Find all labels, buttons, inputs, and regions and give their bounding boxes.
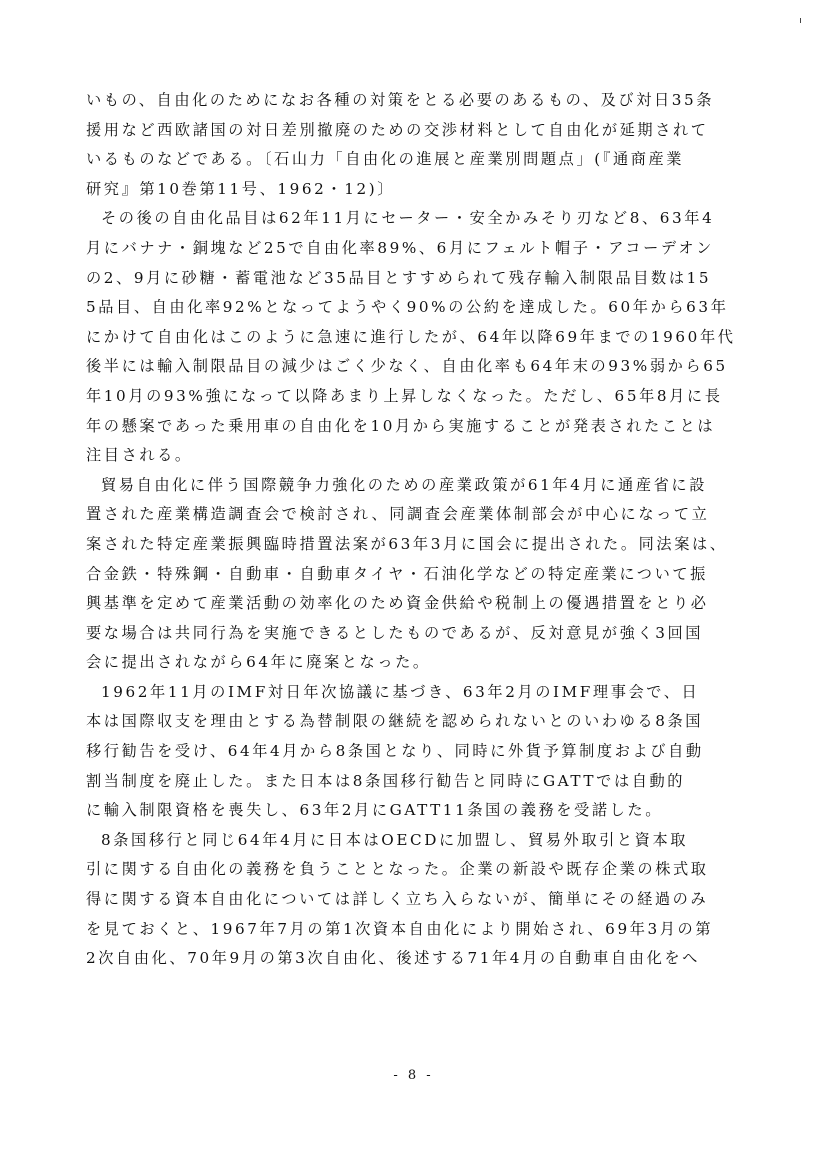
text-line: を見ておくと、1967年7月の第1次資本自由化により開始され、69年3月の第 [86, 919, 714, 938]
text-line: 本は国際収支を理由とする為替制限の継続を認められないとのいわゆる8条国 [86, 712, 704, 731]
text-line: 要な場合は共同行為を実施できるとしたものであるが、反対意見が強く3回国 [86, 623, 704, 642]
text-line: 引に関する自由化の義務を負うこととなった。企業の新設や既存企業の株式取 [86, 860, 709, 879]
text-line: 置された産業構造調査会で検討され、同調査会産業体制部会が中心になって立 [86, 505, 710, 524]
text-line: いもの、自由化のためになお各種の対策をとる必要のあるもの、及び対日35条 [86, 91, 715, 109]
text-line: 年10月の93%強になって以降あまり上昇しなくなった。ただし、65年8月に長 [86, 386, 723, 405]
text-line: 2次自由化、70年9月の第3次自由化、後述する71年4月の自動車自由化をへ [86, 949, 700, 968]
text-line: に輸入制限資格を喪失し、63年2月にGATT11条国の義務を受諾した。 [86, 801, 663, 820]
page-number: - 8 - [393, 1068, 434, 1083]
text-line: 案された特定産業振興臨時措置法案が63年3月に国会に提出された。同法案は、 [86, 534, 728, 553]
paragraph-4 [86, 678, 766, 826]
text-line: いるものなどである。〔石山力「自由化の進展と産業別問題点」(『通商産業 [86, 150, 685, 169]
text-line: 会に提出されながら64年に廃案となった。 [86, 653, 431, 672]
text-line: その後の自由化品目は62年11月にセーター・安全かみそり刃など8、63年4 [101, 209, 715, 228]
text-line: 後半には輸入制限品目の減少はごく少なく、自由化率も64年末の93%弱から65 [86, 357, 728, 376]
text-line: 月にバナナ・銅塊など25で自由化率89%、6月にフェルト帽子・アコーデオン [86, 238, 714, 257]
text-line: 5品目、自由化率92%となってようやく90%の公約を達成した。60年から63年 [86, 298, 729, 317]
text-line: 興基準を定めて産業活動の効率化のため資金供給や税制上の優遇措置をとり必 [86, 594, 709, 613]
paragraph-1 [86, 86, 766, 204]
scan-mark [800, 18, 801, 23]
text-line: 得に関する資本自由化については詳しく立ち入らないが、簡単にその経過のみ [86, 890, 709, 909]
text-line: 移行勧告を受け、64年4月から8条国となり、同時に外貨予算制度および自動 [86, 742, 704, 761]
text-line: の2、9月に砂糖・蓄電池など35品目とすすめられて残存輸入制限品目数は15 [86, 268, 712, 287]
text-line: にかけて自由化はこのように急速に進行したが、64年以降69年までの1960年代 [86, 327, 736, 346]
text-line: 年の懸案であった乗用車の自由化を10月から実施することが発表されたことは [86, 416, 716, 435]
text-line: 合金鉄・特殊鋼・自動車・自動車タイヤ・石油化学などの特定産業について振 [86, 564, 708, 583]
text-line: 8条国移行と同じ64年4月に日本はOECDに加盟し、貿易外取引と資本取 [101, 830, 689, 849]
text-line: 貿易自由化に伴う国際競争力強化のための産業政策が61年4月に通産省に設 [101, 475, 707, 494]
text-line: 割当制度を廃止した。また日本は8条国移行勧告と同時にGATTでは自動的 [86, 771, 686, 790]
text-line: 援用など西欧諸国の対日差別撤廃のための交渉材料として自由化が延期されて [86, 120, 709, 139]
paragraph-3 [86, 471, 766, 678]
text-line: 注目される。 [86, 446, 193, 465]
body-text [86, 86, 766, 974]
paragraph-5 [86, 826, 766, 974]
text-line: 研究』第10巻第11号、1962・12)〕 [86, 179, 396, 198]
paragraph-2 [86, 204, 766, 470]
text-line: 1962年11月のIMF対日年次協議に基づき、63年2月のIMF理事会で、日 [101, 682, 700, 701]
